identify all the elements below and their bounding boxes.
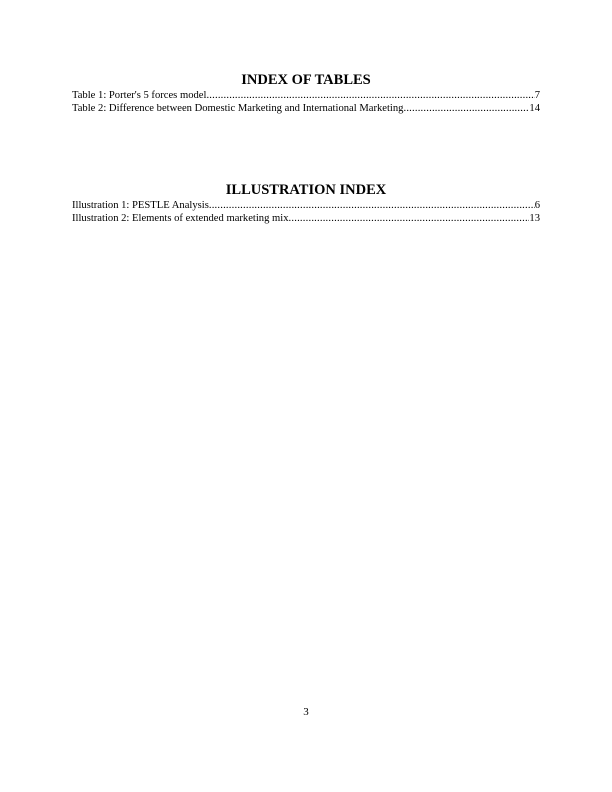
- table-entry-1[interactable]: [72, 89, 540, 102]
- table-entry-1-text: Table 1: Porter's 5 forces model: [72, 90, 207, 101]
- dot-leader: [289, 212, 530, 225]
- illustration-entry-2-text: Illustration 2: Elements of extended marketing mix: [72, 213, 289, 224]
- illustration-entry-2[interactable]: [72, 212, 540, 225]
- dot-leader: [206, 89, 534, 102]
- index-of-tables: [72, 72, 540, 115]
- illustration-index: [72, 182, 540, 225]
- illustration-entry-1-text: Illustration 1: PESTLE Analysis: [72, 200, 209, 211]
- dot-leader: [403, 102, 529, 115]
- table-entry-2[interactable]: [72, 102, 540, 115]
- illustration-entry-1[interactable]: [72, 199, 540, 212]
- index-of-tables-heading: INDEX OF TABLES: [241, 72, 371, 88]
- dot-leader: [209, 199, 535, 212]
- table-entry-1-page: 7: [534, 90, 540, 101]
- page-number: 3: [303, 706, 309, 718]
- illustration-index-heading: ILLUSTRATION INDEX: [225, 182, 387, 198]
- illustration-entry-2-page: 13: [529, 213, 540, 224]
- table-entry-2-text: Table 2: Difference between Domestic Marketing and International Marketing: [72, 103, 404, 114]
- illustration-entry-1-page: 6: [534, 200, 540, 211]
- table-entry-2-page: 14: [529, 103, 540, 114]
